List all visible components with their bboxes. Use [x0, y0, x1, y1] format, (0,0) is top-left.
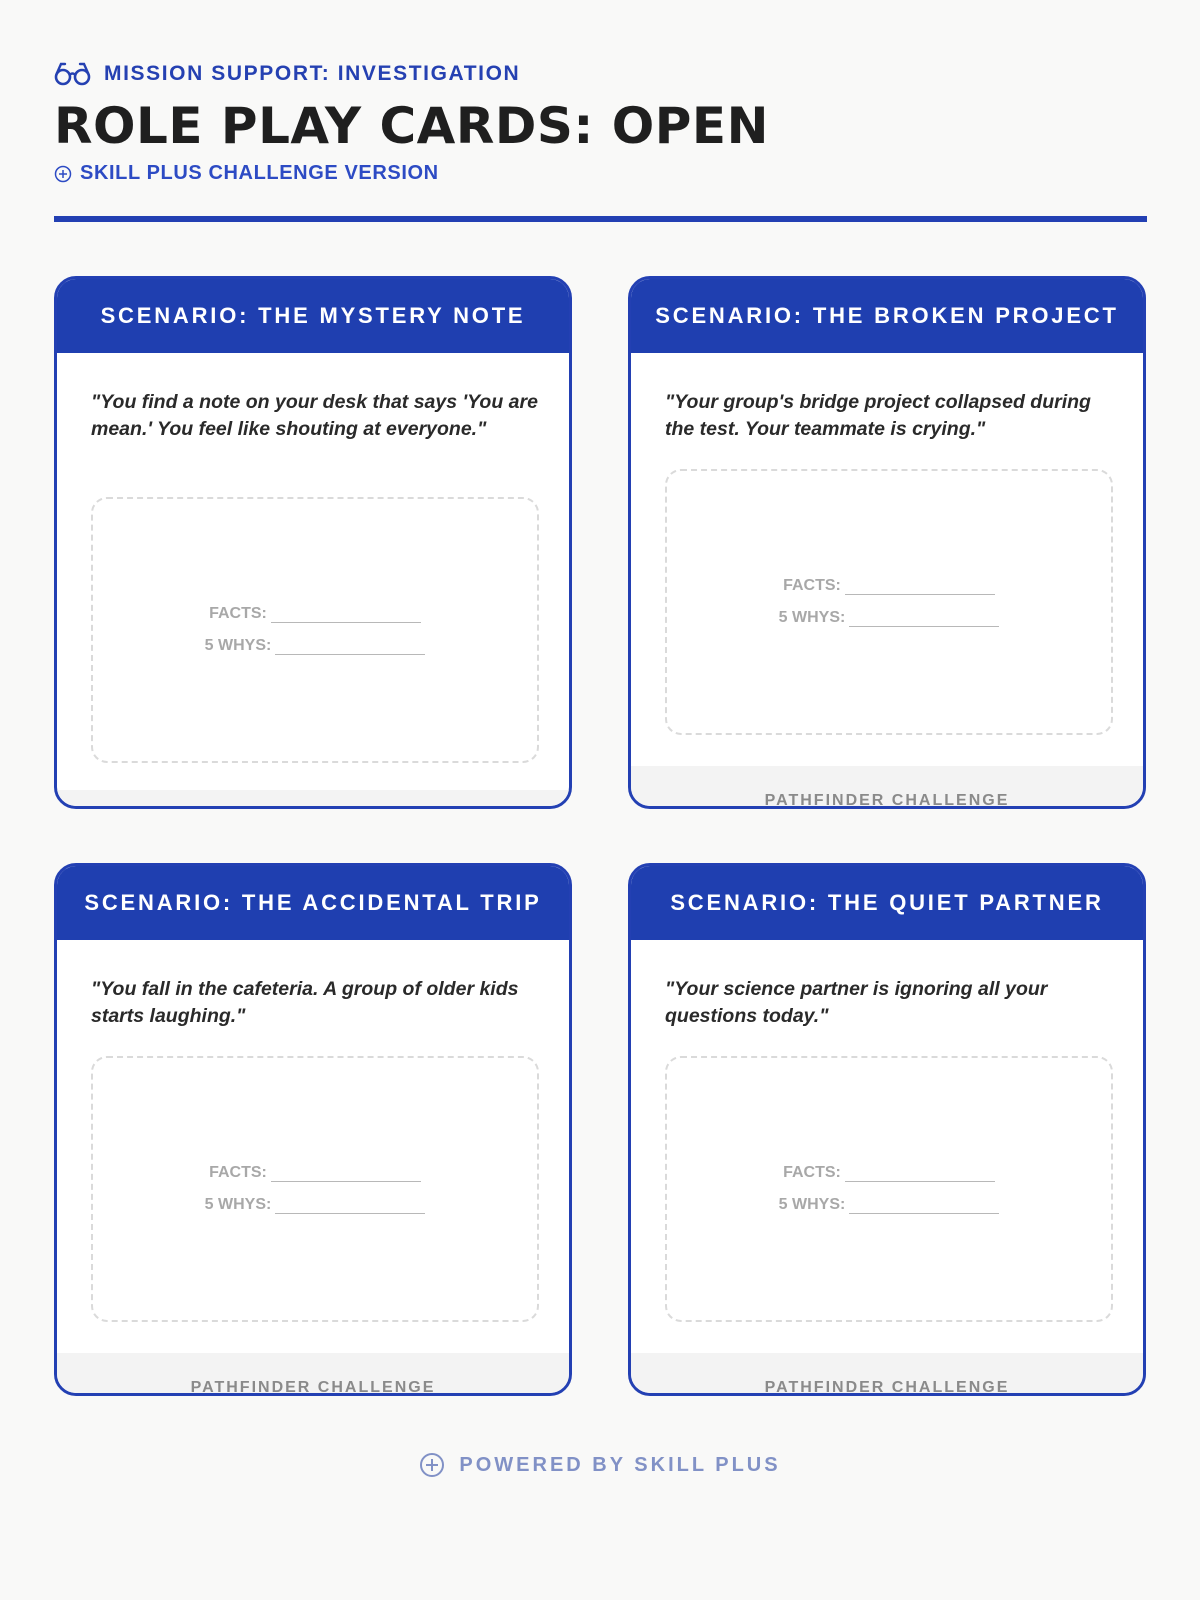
page-subtitle: [54, 162, 1147, 185]
card-footer-text: PATHFINDER CHALLENGE: [764, 792, 1010, 809]
whys-line[interactable]: [205, 637, 426, 655]
glasses-icon: [54, 61, 92, 87]
facts-label: FACTS:: [783, 577, 841, 594]
facts-line[interactable]: [783, 577, 995, 595]
card-quote: "You find a note on your desk that says 'You are mean.' You feel like shouting at everyone.": [91, 391, 538, 440]
whys-blank[interactable]: [275, 641, 425, 655]
card-footer: [631, 766, 1143, 809]
facts-blank[interactable]: [271, 609, 421, 623]
card-quote: "Your group's bridge project collapsed during the test. Your teammate is crying.": [665, 391, 1091, 440]
card-footer: [57, 1353, 569, 1396]
scenario-card-broken-project: [628, 276, 1146, 809]
card-title: SCENARIO: THE QUIET PARTNER: [631, 866, 1143, 940]
card-title: SCENARIO: THE ACCIDENTAL TRIP: [57, 866, 569, 940]
plus-circle-icon: [419, 1452, 445, 1478]
card-title: SCENARIO: THE MYSTERY NOTE: [57, 279, 569, 353]
scenario-card-mystery-note: [54, 276, 572, 809]
scenario-card-accidental-trip: [54, 863, 572, 1396]
whys-line[interactable]: [205, 1196, 426, 1214]
subtitle-text: SKILL PLUS CHALLENGE VERSION: [80, 162, 439, 184]
plus-circle-icon: [54, 165, 72, 183]
whys-blank[interactable]: [849, 613, 999, 627]
page-footer: [0, 1452, 1200, 1478]
facts-line[interactable]: [209, 1164, 421, 1182]
card-footer-text: PATHFINDER CHALLENGE: [764, 1379, 1010, 1396]
whys-label: 5 WHYS:: [778, 609, 846, 626]
facts-line[interactable]: [209, 605, 421, 623]
mission-kicker: [54, 58, 1147, 90]
kicker-text: MISSION SUPPORT: INVESTIGATION: [104, 62, 521, 85]
card-quote: "You fall in the cafeteria. A group of older kids starts laughing.": [91, 978, 519, 1027]
whys-line[interactable]: [779, 609, 1000, 627]
card-footer: [57, 790, 569, 806]
page-title: ROLE PLAY CARDS: OPEN: [54, 97, 769, 155]
work-area[interactable]: [91, 497, 539, 763]
facts-label: FACTS:: [209, 605, 267, 622]
card-footer-text: PATHFINDER CHALLENGE: [190, 1379, 436, 1396]
card-quote: "Your science partner is ignoring all your questions today.": [665, 978, 1048, 1027]
facts-blank[interactable]: [271, 1168, 421, 1182]
facts-blank[interactable]: [845, 1168, 995, 1182]
whys-label: 5 WHYS:: [204, 1196, 272, 1213]
card-footer: [631, 1353, 1143, 1396]
work-area[interactable]: [665, 1056, 1113, 1322]
scenario-card-quiet-partner: [628, 863, 1146, 1396]
work-area[interactable]: [665, 469, 1113, 735]
facts-line[interactable]: [783, 1164, 995, 1182]
facts-label: FACTS:: [783, 1164, 841, 1181]
work-area[interactable]: [91, 1056, 539, 1322]
whys-label: 5 WHYS:: [204, 637, 272, 654]
facts-blank[interactable]: [845, 581, 995, 595]
whys-label: 5 WHYS:: [778, 1196, 846, 1213]
page-header: [54, 58, 1147, 185]
whys-line[interactable]: [779, 1196, 1000, 1214]
card-title: SCENARIO: THE BROKEN PROJECT: [631, 279, 1143, 353]
header-divider: [54, 216, 1147, 222]
whys-blank[interactable]: [275, 1200, 425, 1214]
whys-blank[interactable]: [849, 1200, 999, 1214]
footer-text: POWERED BY SKILL PLUS: [459, 1453, 781, 1476]
facts-label: FACTS:: [209, 1164, 267, 1181]
